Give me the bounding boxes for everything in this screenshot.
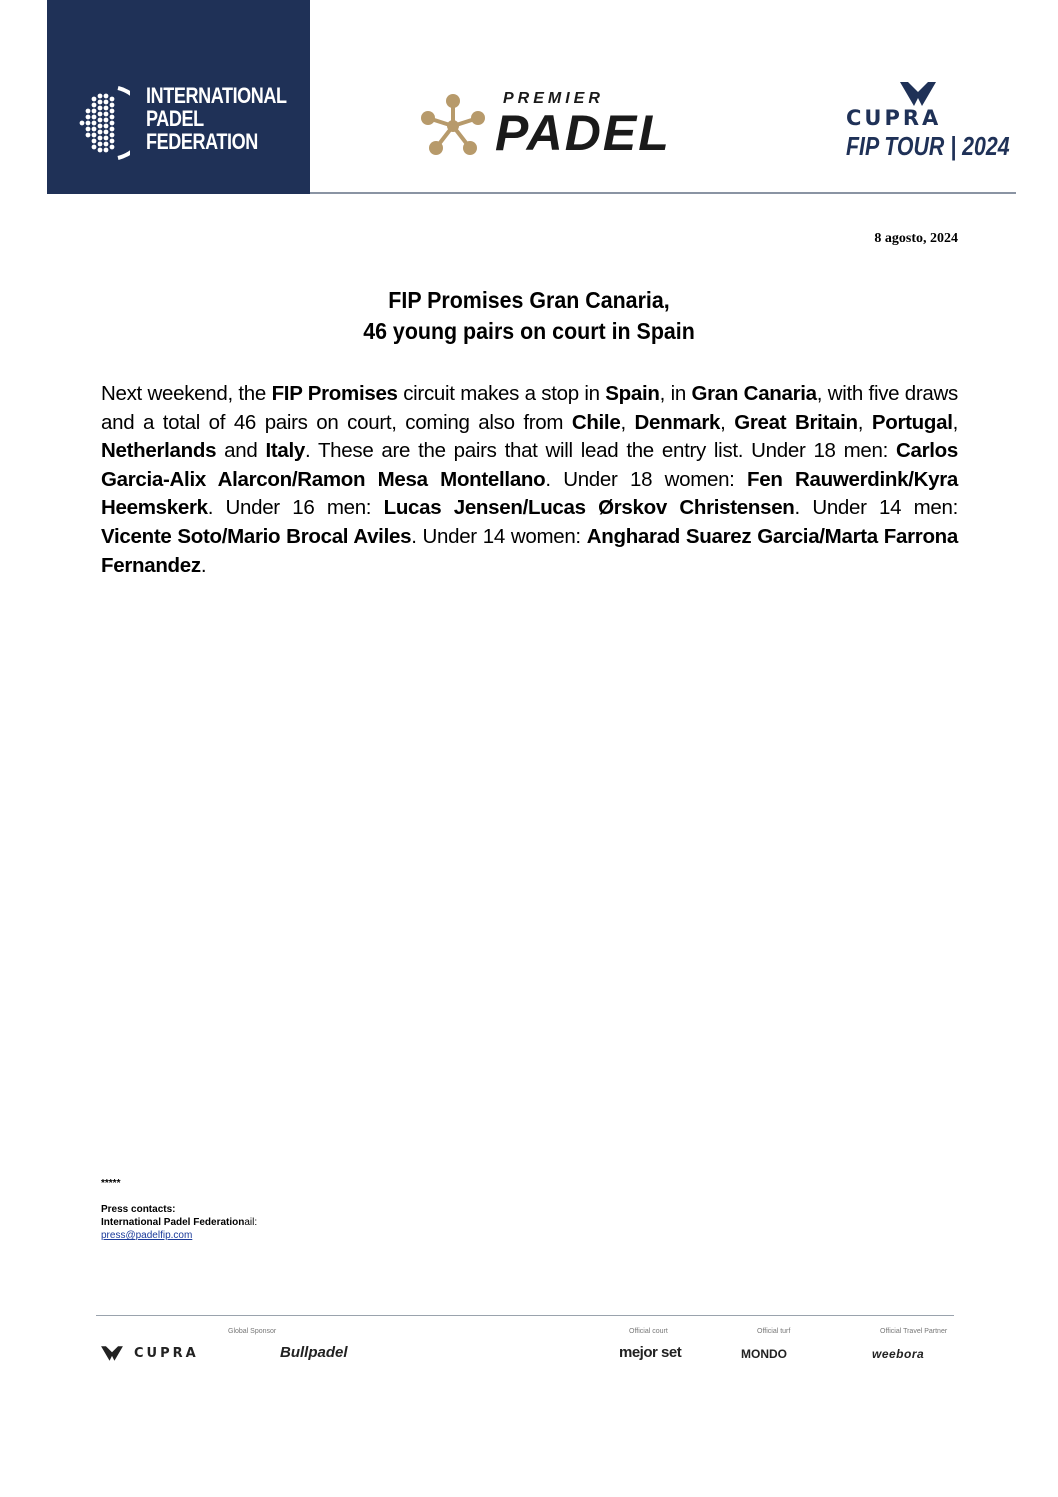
sponsor-mondo: MONDO [741, 1347, 787, 1361]
sponsor-weebora: weebora [872, 1347, 925, 1361]
body-text-run: . Under 16 men: [207, 496, 384, 520]
body-text-run: , [857, 410, 872, 434]
ipf-line-1: INTERNATIONAL [146, 83, 287, 108]
document-date: 8 agosto, 2024 [874, 231, 958, 246]
sponsor-cupra: CUPRA [134, 1346, 199, 1361]
body-bold-run: Denmark [634, 410, 721, 434]
ipf-wordmark [146, 84, 287, 153]
body-bold-run: Fen Rauwerdink/Kyra Heemskerk [101, 467, 958, 520]
caption-official-turf: Official turf [757, 1328, 791, 1335]
footer-cupra-icon [99, 1345, 125, 1362]
article-body [101, 380, 958, 580]
title-line-2: 46 young pairs on court in Spain [363, 318, 695, 344]
body-text-run: and [216, 439, 266, 463]
body-text-run: , with five draws and a total of 46 pairs on court, coming also from [101, 382, 958, 434]
body-text-run: , [620, 410, 635, 434]
sponsor-bullpadel: Bullpadel [280, 1344, 348, 1361]
body-bold-run: Italy [265, 439, 305, 463]
caption-global-sponsor: Global Sponsor [228, 1328, 277, 1335]
body-bold-run: Lucas Jensen/Lucas Ørskov Christensen [383, 496, 795, 520]
press-org-suffix: ail: [244, 1217, 258, 1228]
press-contacts-org-line [101, 1216, 257, 1229]
body-bold-run: Great Britain [734, 410, 858, 434]
body-text-run: , [720, 410, 735, 434]
cupra-logo-icon [898, 80, 938, 108]
caption-official-travel-partner: Official Travel Partner [880, 1328, 948, 1335]
ipf-line-3: FEDERATION [146, 129, 258, 154]
fip-tour-label: FIP TOUR | 2024 [846, 131, 1010, 161]
cupra-wordmark: CUPRA [846, 106, 942, 130]
premier-label: PREMIER [503, 90, 604, 107]
press-org-name: International Padel Federation [101, 1217, 245, 1228]
article-title [100, 285, 958, 347]
header-divider [310, 192, 1016, 194]
press-contacts [101, 1203, 257, 1242]
body-text-run: Next weekend, the [101, 382, 272, 405]
body-text-run: . These are the pairs that will lead the entry list. Under 18 men: [304, 439, 896, 463]
footer-divider [96, 1315, 954, 1316]
premier-padel-star-icon [418, 92, 488, 160]
body-bold-run: Netherlands [101, 439, 217, 463]
body-text-run: . Under 18 women: [545, 467, 748, 491]
separator-stars: ***** [101, 1178, 121, 1189]
press-contacts-label: Press contacts: [101, 1204, 176, 1215]
body-text-run: . Under 14 men: [794, 496, 959, 520]
ipf-line-2: PADEL [146, 106, 204, 131]
sponsor-mejor-set: mejor set [619, 1344, 682, 1361]
body-text-run: . Under 14 women: [411, 524, 587, 548]
body-bold-run: Angharad Suarez Garcia/Marta Farrona Fernandez [101, 524, 959, 577]
body-text-run: , [952, 410, 959, 434]
ipf-ball-logo-icon [78, 84, 130, 162]
press-email-link[interactable]: press@padelfip.com [101, 1230, 193, 1241]
body-text-run: , in [659, 382, 692, 405]
body-bold-run: Gran Canaria [691, 382, 817, 405]
caption-official-court: Official court [629, 1328, 668, 1335]
body-text-run: circuit makes a stop in [397, 382, 606, 405]
body-text-run: . [200, 553, 207, 577]
body-bold-run: FIP Promises [271, 382, 398, 405]
body-bold-run: Vicente Soto/Mario Brocal Aviles [101, 524, 412, 548]
body-bold-run: Portugal [871, 410, 953, 434]
body-bold-run: Carlos Garcia-Alix Alarcon/Ramon Mesa Montellano [101, 439, 958, 491]
body-bold-run: Spain [605, 382, 660, 405]
padel-wordmark: PADEL [495, 105, 671, 161]
body-bold-run: Chile [571, 410, 621, 434]
title-line-1: FIP Promises Gran Canaria, [388, 287, 670, 313]
